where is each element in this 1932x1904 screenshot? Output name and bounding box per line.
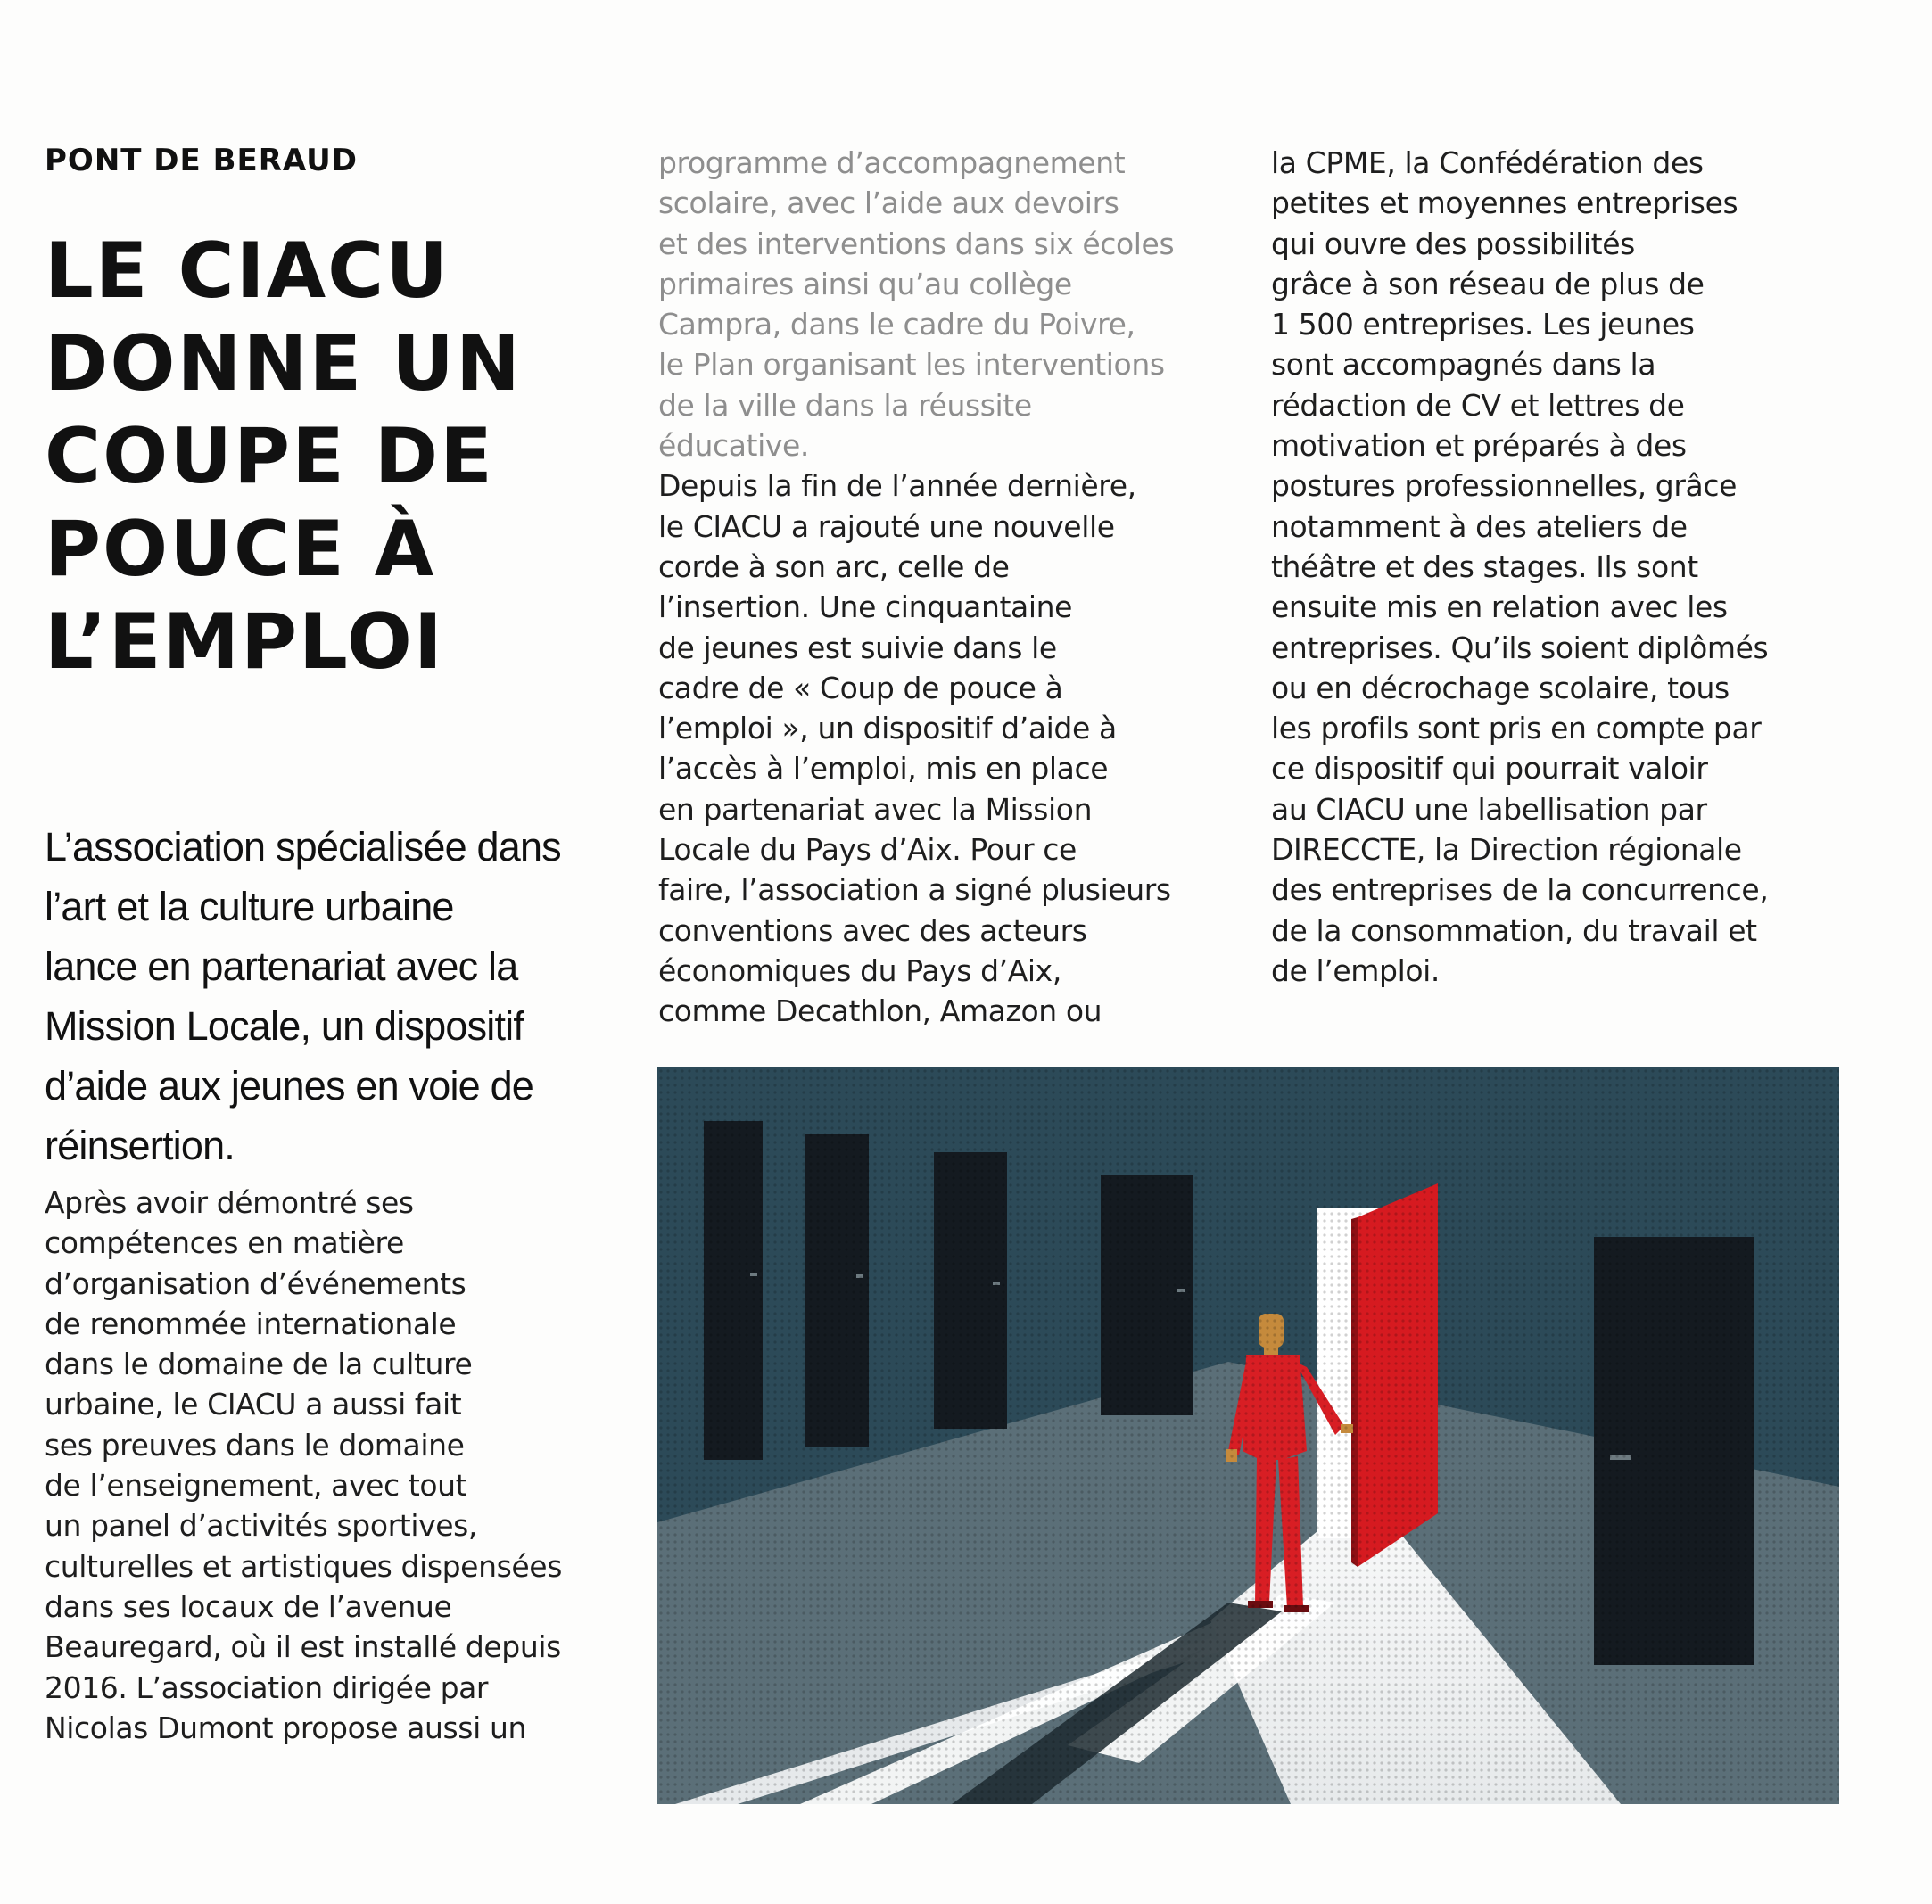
body-line: au CIACU une labellisation par bbox=[1271, 791, 1707, 827]
body-line: de jeunes est suivie dans le bbox=[658, 630, 1057, 665]
standfirst-line: réinsertion. bbox=[45, 1123, 235, 1168]
body-line: et des interventions dans six écoles bbox=[658, 226, 1175, 261]
standfirst-line: l’art et la culture urbaine bbox=[45, 884, 454, 929]
body-line: ce dispositif qui pourrait valoir bbox=[1271, 751, 1708, 787]
article-standfirst bbox=[45, 817, 624, 1175]
body-line: un panel d’activités sportives, bbox=[45, 1508, 478, 1544]
headline-line: COUPE DE bbox=[45, 412, 494, 501]
body-line: urbaine, le CIACU a aussi fait bbox=[45, 1387, 462, 1422]
headline-line: L’EMPLOI bbox=[45, 598, 444, 687]
body-line: entreprises. Qu’ils soient diplômés bbox=[1271, 630, 1769, 665]
body-line: de renommée internationale bbox=[45, 1306, 457, 1341]
body-line: compétences en matière bbox=[45, 1225, 404, 1261]
body-line: éducative. bbox=[658, 428, 809, 464]
body-line: de la consommation, du travail et bbox=[1271, 912, 1757, 948]
headline-line: POUCE À bbox=[45, 505, 436, 594]
body-line: faire, l’association a signé plusieurs bbox=[658, 872, 1171, 908]
body-line: corde à son arc, celle de bbox=[658, 548, 1010, 584]
body-line: la CPME, la Confédération des bbox=[1271, 145, 1704, 180]
body-line: ou en décrochage scolaire, tous bbox=[1271, 670, 1730, 705]
headline-line: LE CIACU bbox=[45, 227, 450, 316]
body-line: de la ville dans la réussite bbox=[658, 387, 1032, 423]
body-line: les profils sont pris en compte par bbox=[1271, 711, 1762, 746]
body-line: primaires ainsi qu’au collège bbox=[658, 266, 1072, 301]
body-line: Locale du Pays d’Aix. Pour ce bbox=[658, 832, 1077, 868]
body-line: en partenariat avec la Mission bbox=[658, 791, 1093, 827]
body-line: l’emploi », un dispositif d’aide à bbox=[658, 711, 1117, 746]
body-line: ensuite mis en relation avec les bbox=[1271, 589, 1728, 625]
body-line: 2016. L’association dirigée par bbox=[45, 1669, 489, 1705]
body-column-1 bbox=[45, 1183, 633, 1748]
standfirst-line: lance en partenariat avec la bbox=[45, 944, 518, 989]
body-line: qui ouvre des possibilités bbox=[1271, 226, 1635, 261]
standfirst-line: d’aide aux jeunes en voie de bbox=[45, 1063, 534, 1109]
body-line: l’accès à l’emploi, mis en place bbox=[658, 751, 1109, 787]
body-line: Campra, dans le cadre du Poivre, bbox=[658, 307, 1135, 342]
body-line: d’organisation d’événements bbox=[45, 1265, 466, 1301]
body-line: économiques du Pays d’Aix, bbox=[658, 952, 1061, 988]
body-line: notamment à des ateliers de bbox=[1271, 508, 1688, 544]
body-line: DIRECCTE, la Direction régionale bbox=[1271, 832, 1742, 868]
body-line: de l’emploi. bbox=[1271, 952, 1441, 988]
standfirst-line: Mission Locale, un dispositif bbox=[45, 1003, 524, 1049]
headline-line: DONNE UN bbox=[45, 319, 522, 408]
body-line: postures professionnelles, grâce bbox=[1271, 468, 1737, 504]
halftone-texture bbox=[657, 1067, 1839, 1804]
body-line: le Plan organisant les interventions bbox=[658, 347, 1165, 383]
open-door-illustration-icon bbox=[657, 1067, 1839, 1804]
body-line: cadre de « Coup de pouce à bbox=[658, 670, 1063, 705]
body-line: grâce à son réseau de plus de bbox=[1271, 266, 1705, 301]
body-line: programme d’accompagnement bbox=[658, 145, 1126, 180]
body-line: Nicolas Dumont propose aussi un bbox=[45, 1710, 526, 1745]
body-line: sont accompagnés dans la bbox=[1271, 347, 1656, 383]
body-line: Après avoir démontré ses bbox=[45, 1185, 414, 1220]
body-line: Depuis la fin de l’année dernière, bbox=[658, 468, 1136, 504]
body-line: dans le domaine de la culture bbox=[45, 1347, 473, 1382]
body-column-2 bbox=[658, 143, 1247, 1032]
body-line: ses preuves dans le domaine bbox=[45, 1427, 465, 1463]
body-line: motivation et préparés à des bbox=[1271, 428, 1687, 464]
body-line: petites et moyennes entreprises bbox=[1271, 185, 1738, 221]
body-line: théâtre et des stages. Ils sont bbox=[1271, 548, 1698, 584]
body-line: le CIACU a rajouté une nouvelle bbox=[658, 508, 1115, 544]
body-line: culturelles et artistiques dispensées bbox=[45, 1548, 562, 1584]
body-line: l’insertion. Une cinquantaine bbox=[658, 589, 1073, 625]
article-headline bbox=[45, 225, 624, 688]
body-line: dans ses locaux de l’avenue bbox=[45, 1588, 452, 1624]
body-line: 1 500 entreprises. Les jeunes bbox=[1271, 307, 1695, 342]
article-kicker: PONT DE BERAUD bbox=[45, 143, 359, 178]
body-line: conventions avec des acteurs bbox=[658, 912, 1087, 948]
body-column-3 bbox=[1271, 143, 1860, 991]
body-line: rédaction de CV et lettres de bbox=[1271, 387, 1685, 423]
body-line: des entreprises de la concurrence, bbox=[1271, 872, 1769, 908]
body-line: Beauregard, où il est installé depuis bbox=[45, 1629, 561, 1665]
body-line: comme Decathlon, Amazon ou bbox=[658, 993, 1102, 1029]
body-line: scolaire, avec l’aide aux devoirs bbox=[658, 185, 1119, 221]
body-line: de l’enseignement, avec tout bbox=[45, 1468, 467, 1504]
standfirst-line: L’association spécialisée dans bbox=[45, 824, 561, 870]
